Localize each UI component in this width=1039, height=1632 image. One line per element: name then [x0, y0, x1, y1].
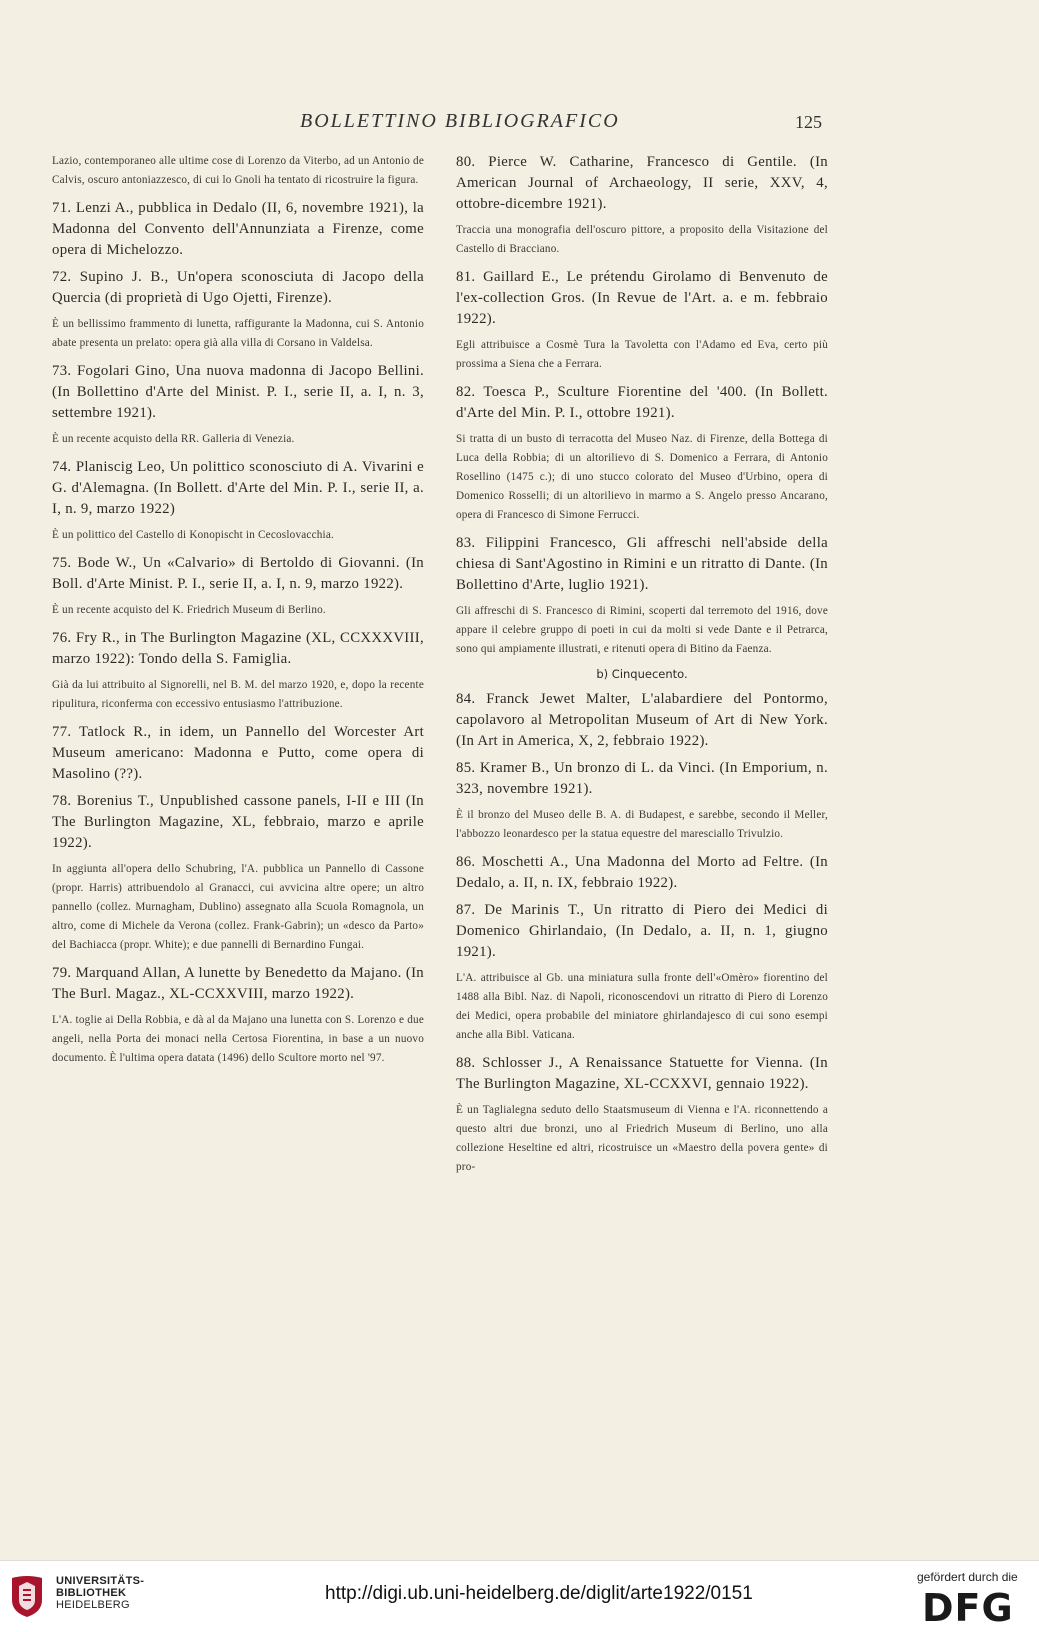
entry-annotation: Già da lui attribuito al Signorelli, nel B. M. del marzo 1920, e, dopo la recente ripulitura, riconferma con eccessivo entusiasmo l'attribuzione.	[52, 679, 424, 710]
bibliography-entry: 72. Supino J. B., Un'opera sconosciuta di Jacopo della Quercia (di proprietà di Ugo Ojetti, Firenze).	[52, 269, 424, 306]
bibliography-entry: 82. Toesca P., Sculture Fiorentine del '400. (In Bollett. d'Arte del Min. P. I., ottobre 1921).	[456, 384, 828, 421]
bibliography-entry: 79. Marquand Allan, A lunette by Benedetto da Majano. (In The Burl. Magaz., XL-CCXXVIII, marzo 1922).	[52, 965, 424, 1002]
entry-annotation: È il bronzo del Museo delle B. A. di Budapest, e sarebbe, secondo il Meller, l'abbozzo leonardesco per la statua equestre del maresciallo Trivulzio.	[456, 809, 828, 840]
university-seal-icon	[8, 1574, 46, 1618]
left-column	[52, 152, 424, 1076]
bibliography-entry: 84. Franck Jewet Malter, L'alabardiere del Pontormo, capolavoro al Metropolitan Museum of Art di New York. (In Art in America, X, 2, febbraio 1922).	[456, 691, 828, 749]
permalink-url[interactable]: http://digi.ub.uni-heidelberg.de/diglit/arte1922/0151	[325, 1583, 753, 1604]
bibliography-entry: 77. Tatlock R., in idem, un Pannello del Worcester Art Museum americano: Madonna e Putto, come opera di Masolino (??).	[52, 724, 424, 782]
bibliography-entry: 88. Schlosser J., A Renaissance Statuette for Vienna. (In The Burlington Magazine, XL-CCXXVI, gennaio 1922).	[456, 1055, 828, 1092]
footer-bar	[0, 1560, 1039, 1632]
bibliography-entry: 73. Fogolari Gino, Una nuova madonna di Jacopo Bellini. (In Bollettino d'Arte del Minist. P. I., serie II, a. I, n. 3, settembre 1921).	[52, 363, 424, 421]
bibliography-entry: 81. Gaillard E., Le prétendu Girolamo di Benvenuto de l'ex-collection Gros. (In Revue de l'Art. a. e m. febbraio 1922).	[456, 269, 828, 327]
bibliography-entry: 86. Moschetti A., Una Madonna del Morto ad Feltre. (In Dedalo, a. II, n. IX, febbraio 1922).	[456, 854, 828, 891]
entry-annotation: È un bellissimo frammento di lunetta, raffigurante la Madonna, cui S. Antonio abate presenta un prelato: opera già alla villa di Corsano in Valdelsa.	[52, 318, 424, 349]
entry-annotation: L'A. toglie ai Della Robbia, e dà al da Majano una lunetta con S. Lorenzo e due angeli, nella Porta dei monaci nella Certosa Fiorentina, in base a un nuovo documento. È l'ultima opera datata (1496) dello Scultore morto nel '97.	[52, 1014, 424, 1064]
entry-annotation: È un recente acquisto del K. Friedrich Museum di Berlino.	[52, 604, 326, 616]
page-number: 125	[795, 112, 822, 132]
entry-annotation: Lazio, contemporaneo alle ultime cose di Lorenzo da Viterbo, ad un Antonio de Calvis, oscuro antoniazzesco, di cui lo Gnoli ha tentato di ricostruire la figura.	[52, 155, 424, 186]
page-header	[0, 110, 1039, 140]
entry-annotation: È un recente acquisto della RR. Galleria di Venezia.	[52, 433, 295, 445]
entry-annotation: Egli attribuisce a Cosmè Tura la Tavoletta con l'Adamo ed Eva, certo più prossima a Siena che a Ferrara.	[456, 339, 828, 370]
entry-annotation: Gli affreschi di S. Francesco di Rimini, scoperti dal terremoto del 1916, dove appare il celebre gruppo di poeti in cui da molti si vede Dante e il Petrarca, sono qui ampiamente illustrati, e ritenuti opera di Bitino da Faenza.	[456, 605, 828, 655]
bibliography-entry: 78. Borenius T., Unpublished cassone panels, I-II e III (In The Burlington Magazine, XL, febbraio, marzo e aprile 1922).	[52, 793, 424, 851]
running-title: BOLLETTINO BIBLIOGRAFICO	[300, 110, 620, 132]
entry-annotation: In aggiunta all'opera dello Schubring, l'A. pubblica un Pannello di Cassone (propr. Harris) attribuendolo al Granacci, cui avvicina altre opere; un altro pannello (collez. Murnagham, Dublino) assegnato alla Scuola Romagnola, un altro, come di Michele da Verona (collez. Frank-Gabrin); un «desco da Parto» del Bachiacca (propr. White); e due pannelli di Bernardino Fungai.	[52, 863, 424, 951]
university-name	[56, 1575, 144, 1611]
funding-text: gefördert durch die	[917, 1570, 1018, 1584]
bibliography-entry: 74. Planiscig Leo, Un polittico sconosciuto di A. Vivarini e G. d'Alemagna. (In Bollett. d'Arte del Min. P. I., serie II, a. I, n. 9, marzo 1922)	[52, 459, 424, 517]
bibliography-entry: 71. Lenzi A., pubblica in Dedalo (II, 6, novembre 1921), la Madonna del Convento dell'Annunziata a Firenze, come opera di Michelozzo.	[52, 200, 424, 258]
bibliography-entry: 75. Bode W., Un «Calvario» di Bertoldo di Giovanni. (In Boll. d'Arte Minist. P. I., serie II, a. I, n. 9, marzo 1922).	[52, 555, 424, 592]
university-name-line-2: BIBLIOTHEK	[56, 1587, 127, 1599]
bibliography-entry: 85. Kramer B., Un bronzo di L. da Vinci. (In Emporium, n. 323, novembre 1921).	[456, 760, 828, 797]
section-heading: b) Cinquecento.	[596, 667, 688, 681]
bibliography-entry: 87. De Marinis T., Un ritratto di Piero dei Medici di Domenico Ghirlandaio, (In Dedalo, a. II, n. 1, giugno 1921).	[456, 902, 828, 960]
entry-annotation: Si tratta di un busto di terracotta del Museo Naz. di Firenze, della Bottega di Luca della Robbia; di un altorilievo di S. Domenico a Ferrara, di Antonio Rosellino (1475 c.); di uno stucco colorato del Museo d'Urbino, opera di Domenico Rosselli; di un altorilievo in marmo a S. Angelo presso Ancarano, opera di Francesco di Simone Ferrucci.	[456, 433, 828, 521]
university-name-line-1: UNIVERSITÄTS-	[56, 1575, 145, 1587]
university-name-line-3: HEIDELBERG	[56, 1599, 130, 1611]
entry-annotation: È un polittico del Castello di Konopischt in Cecoslovacchia.	[52, 529, 335, 541]
bibliography-entry: 80. Pierce W. Catharine, Francesco di Gentile. (In American Journal of Archaeology, II serie, XXV, 4, ottobre-dicembre 1921).	[456, 154, 828, 212]
bibliography-entry: 83. Filippini Francesco, Gli affreschi nell'abside della chiesa di Sant'Agostino in Rimini e un ritratto di Dante. (In Bollettino d'Arte, luglio 1921).	[456, 535, 828, 593]
bibliography-entry: 76. Fry R., in The Burlington Magazine (XL, CCXXXVIII, marzo 1922): Tondo della S. Famiglia.	[52, 630, 424, 667]
entry-annotation: È un Taglialegna seduto dello Staatsmuseum di Vienna e l'A. riconnettendo a questo altri due bronzi, uno al Friedrich Museum di Berlino, uno alla collezione Heseltine ed altri, ricostruisce un «Maestro della povera gente» di pro-	[456, 1104, 828, 1173]
entry-annotation: L'A. attribuisce al Gb. una miniatura sulla fronte dell'«Omèro» fiorentino del 1488 alla Bibl. Naz. di Napoli, riconoscendovi un ritratto di Piero di Lorenzo dei Medici, opera probabile del miniatore ghirlandajesco di cui sono esempi anche alla Bibl. Vaticana.	[456, 972, 828, 1041]
dfg-logo: DFG	[922, 1586, 1014, 1630]
entry-annotation: Traccia una monografia dell'oscuro pittore, a proposito della Visitazione del Castello di Bracciano.	[456, 224, 828, 255]
right-column	[456, 152, 828, 1185]
